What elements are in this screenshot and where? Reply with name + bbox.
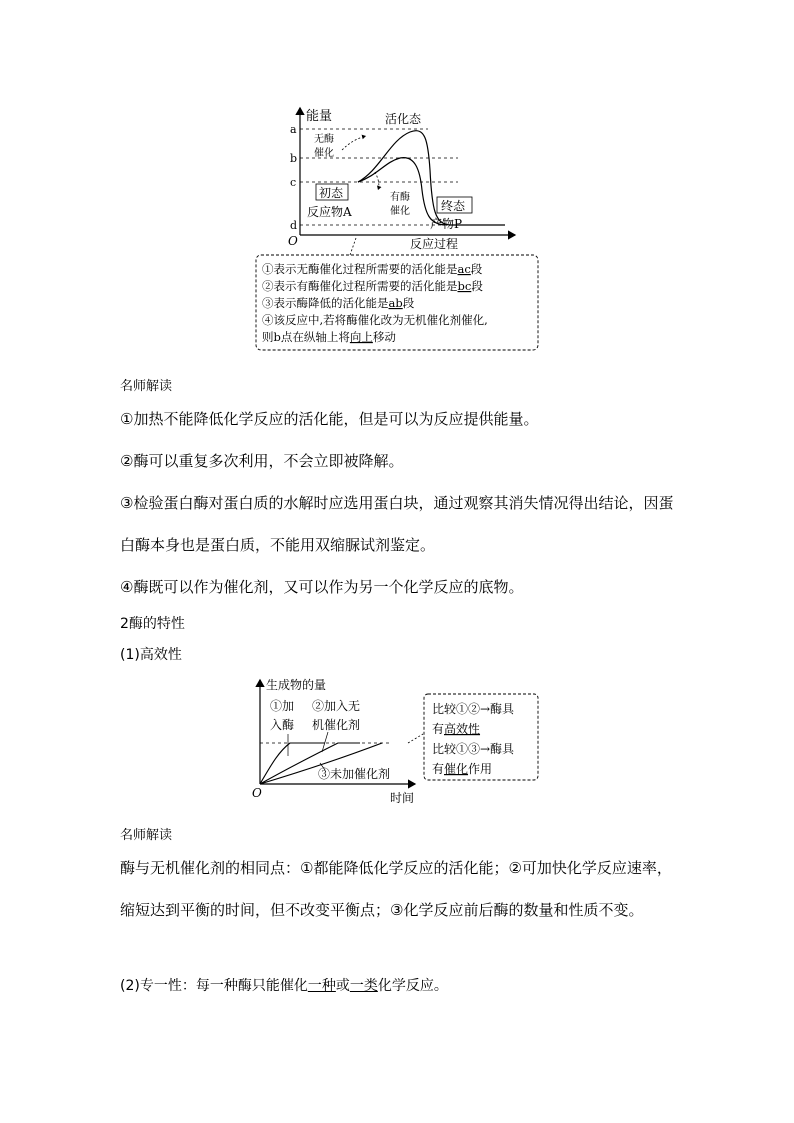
note-4: ④该反应中,若将酶催化改为无机催化剂催化,: [262, 313, 488, 327]
initial-state: 初态: [319, 186, 344, 200]
box-line-3: 比较①③→酶具: [432, 742, 515, 756]
x-axis-label: 反应过程: [410, 237, 459, 251]
section1-heading: 名师解读: [120, 379, 173, 394]
enzyme-arrow: [375, 172, 379, 190]
box-line-2: 有高效性: [432, 722, 481, 736]
section1-para-3: ③检验蛋白酶对蛋白质的水解时应选用蛋白块，通过观察其消失情况得出结论，因蛋白酶本身也是蛋白质，不能用双缩脲试剂鉴定。: [120, 494, 674, 554]
specificity-or: 或: [335, 978, 350, 994]
box-line-4: 有催化作用: [432, 762, 493, 776]
specificity-pre: (2)专一性：每一种酶只能催化: [120, 978, 308, 994]
origin-label: O: [288, 234, 298, 248]
curve1-label-1: ①加: [270, 699, 295, 713]
section1-para-2: ②酶可以重复多次利用，不会立即被降解。: [120, 452, 404, 470]
no-enzyme-label-1: 无酶: [314, 134, 334, 145]
tick-d: d: [290, 219, 298, 232]
curve1-label-2: 入酶: [270, 718, 295, 732]
tick-c: c: [290, 176, 297, 189]
x-axis-label: 时间: [390, 791, 415, 805]
enzyme-label-2: 催化: [390, 206, 410, 217]
box-pointer: [408, 734, 423, 743]
section-2-title: 2酶的特性: [120, 616, 185, 632]
section2-heading: 名师解读: [120, 828, 173, 843]
efficiency-figure: [250, 672, 550, 812]
note-5: 则b点在纵轴上将向上移动: [262, 330, 396, 344]
note-2: ②表示有酶催化过程所需要的活化能是bc段: [262, 279, 483, 293]
tick-a: a: [290, 123, 297, 136]
y-axis-label: 能量: [306, 109, 333, 124]
origin-label: O: [252, 786, 262, 800]
box-line-1: 比较①②→酶具: [432, 702, 515, 716]
tick-b: b: [290, 152, 298, 165]
curve2-label-2: 机催化剂: [312, 718, 361, 732]
y-axis-label: 生成物的量: [266, 678, 327, 692]
section1-para-1: ①加热不能降低化学反应的活化能，但是可以为反应提供能量。: [120, 410, 539, 428]
reactant-label: 反应物A: [307, 205, 352, 219]
specificity-one-class: 一类: [349, 978, 378, 994]
section2-paragraph: 酶与无机催化剂的相同点：①都能降低化学反应的活化能；②可加快化学反应速率，缩短达到平衡的时间，但不改变平衡点；③化学反应前后酶的数量和性质不变。: [120, 859, 672, 919]
no-enzyme-arrow: [342, 136, 366, 150]
curve-enzyme: [260, 743, 325, 784]
final-state: 终态: [441, 199, 466, 213]
efficiency-subheading: (1)高效性: [120, 647, 182, 663]
activation-energy-figure: [250, 100, 550, 355]
peak-label: 活化态: [385, 112, 422, 126]
note-3: ③表示酶降低的活化能是ab段: [262, 296, 415, 310]
notes-pointer: [350, 238, 356, 255]
curve2-label-1: ②加入无: [312, 699, 361, 713]
product-label: 产物P: [430, 217, 463, 231]
no-enzyme-label-2: 催化: [314, 148, 334, 159]
section1-para-4: ④酶既可以作为催化剂，又可以作为另一个化学反应的底物。: [120, 578, 524, 596]
enzyme-label-1: 有酶: [390, 192, 410, 203]
curve3-label: ③未加催化剂: [318, 767, 391, 781]
specificity-post: 化学反应。: [377, 978, 448, 994]
specificity-line: [120, 975, 448, 995]
no-enzyme-curve: [358, 131, 505, 225]
specificity-one-kind: 一种: [307, 978, 336, 994]
note-1: ①表示无酶催化过程所需要的活化能是ac段: [262, 262, 483, 276]
